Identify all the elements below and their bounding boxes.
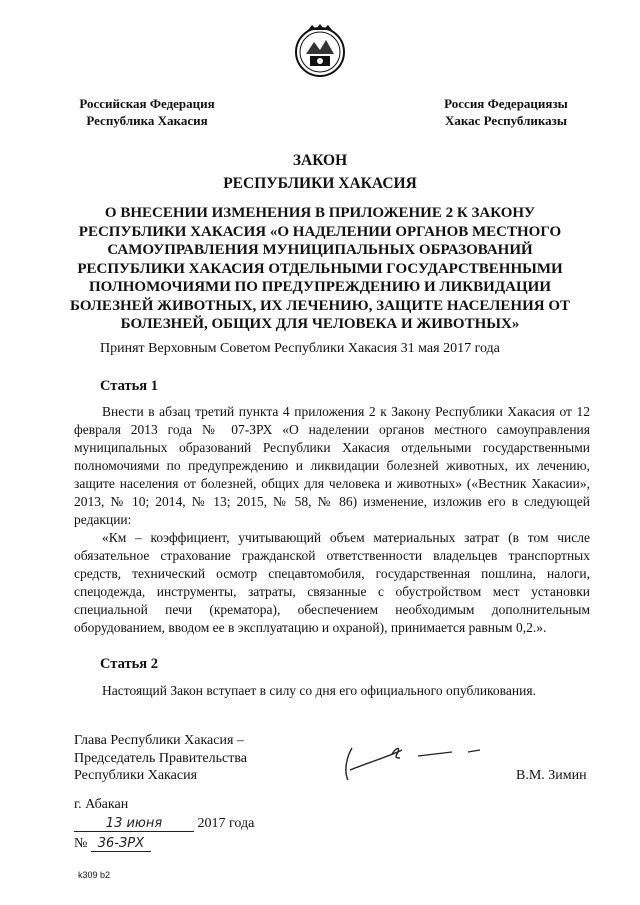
article-1-body xyxy=(74,403,590,637)
article-2-paragraph: Настоящий Закон вступает в силу со дня его официального опубликования. xyxy=(102,683,536,698)
doc-type-law: ЗАКОН xyxy=(292,152,348,169)
article-2-body xyxy=(74,682,590,700)
signatory-line-1: Глава Республики Хакасия – xyxy=(74,733,244,748)
article-2-heading: Статья 2 xyxy=(100,656,158,672)
date-line xyxy=(74,816,254,832)
header-right-country: Россия Федерациязы xyxy=(444,96,568,111)
signatory-title xyxy=(74,732,247,785)
article-1-heading: Статья 1 xyxy=(100,378,158,394)
number-prefix: № xyxy=(74,836,88,851)
coat-of-arms-emblem xyxy=(294,24,346,78)
date-handwritten: 13 июня xyxy=(74,816,194,832)
number-line xyxy=(74,836,151,852)
article-1-paragraph-1: Внести в абзац третий пункта 4 приложения 2 к Закону Республики Хакасия от 12 февраля 2013 года № 07-ЗРХ «О наделении органов местного самоуправления муниципальных образований Республики Хакасия отдельными государственными полномочиями по предупреждению и ликвидации болезней животных, их лечению, защите населения от болезней, общих для человека и животных» («Вестник Хакасии», 2013, № 10; 2014, № 13; 2015, № 58, № 86) изменение, изложив его в следующей редакции: xyxy=(74,404,590,527)
city: г. Абакан xyxy=(74,797,129,812)
law-title: О ВНЕСЕНИИ ИЗМЕНЕНИЯ В ПРИЛОЖЕНИЕ 2 К ЗАКОНУ РЕСПУБЛИКИ ХАКАСИЯ «О НАДЕЛЕНИИ ОРГАНОВ МЕСТНОГО САМОУПРАВЛЕНИЯ МУНИЦИПАЛЬНЫХ ОБРАЗОВАНИЙ РЕСПУБЛИКИ ХАКАСИЯ ОТДЕЛЬНЫМИ ГОСУДАРСТВЕННЫМИ ПОЛНОМОЧИЯМИ ПО ПРЕДУПРЕЖДЕНИЮ И ЛИКВИДАЦИИ БОЛЕЗНЕЙ ЖИВОТНЫХ, ИХ ЛЕЧЕНИЮ, ЗАЩИТЕ НАСЕЛЕНИЯ ОТ БОЛЕЗНЕЙ, ОБЩИХ ДЛЯ ЧЕЛОВЕКА И ЖИВОТНЫХ» xyxy=(70,205,570,332)
handwritten-signature xyxy=(340,740,490,790)
document-code: k309 b2 xyxy=(78,870,111,880)
header-left-country: Российская Федерация xyxy=(79,96,215,111)
signatory-line-2: Председатель Правительства xyxy=(74,750,247,766)
article-1-paragraph-2: «Км – коэффициент, учитывающий объем материальных затрат (в том числе обязательное страхование гражданской ответственности владельцев транспортных средств, технический осмотр спецавтомобиля, государственная пошлина, налоги, спецодежда, инструменты, затраты, связанные с обустройством мест установки специальной печи (крематора), обеспечением необходимым дополнительным оборудованием, вводом ее в эксплуатацию и охраной), принимается равным 0,2.». xyxy=(74,530,590,635)
doc-type-republic: РЕСПУБЛИКИ ХАКАСИЯ xyxy=(223,175,417,192)
header-right-republic: Хакас Республиказы xyxy=(444,113,568,128)
number-handwritten: 36-ЗРХ xyxy=(91,836,151,852)
adoption-statement: Принят Верховным Советом Республики Хакасия 31 мая 2017 года xyxy=(100,341,500,356)
header-right xyxy=(420,95,592,129)
date-year: 2017 года xyxy=(197,816,255,831)
signatory-line-3: Республики Хакасия xyxy=(74,768,198,783)
signatory-name: В.М. Зимин xyxy=(516,768,587,783)
header-left-republic: Республика Хакасия xyxy=(86,113,208,128)
header-left xyxy=(62,95,232,129)
